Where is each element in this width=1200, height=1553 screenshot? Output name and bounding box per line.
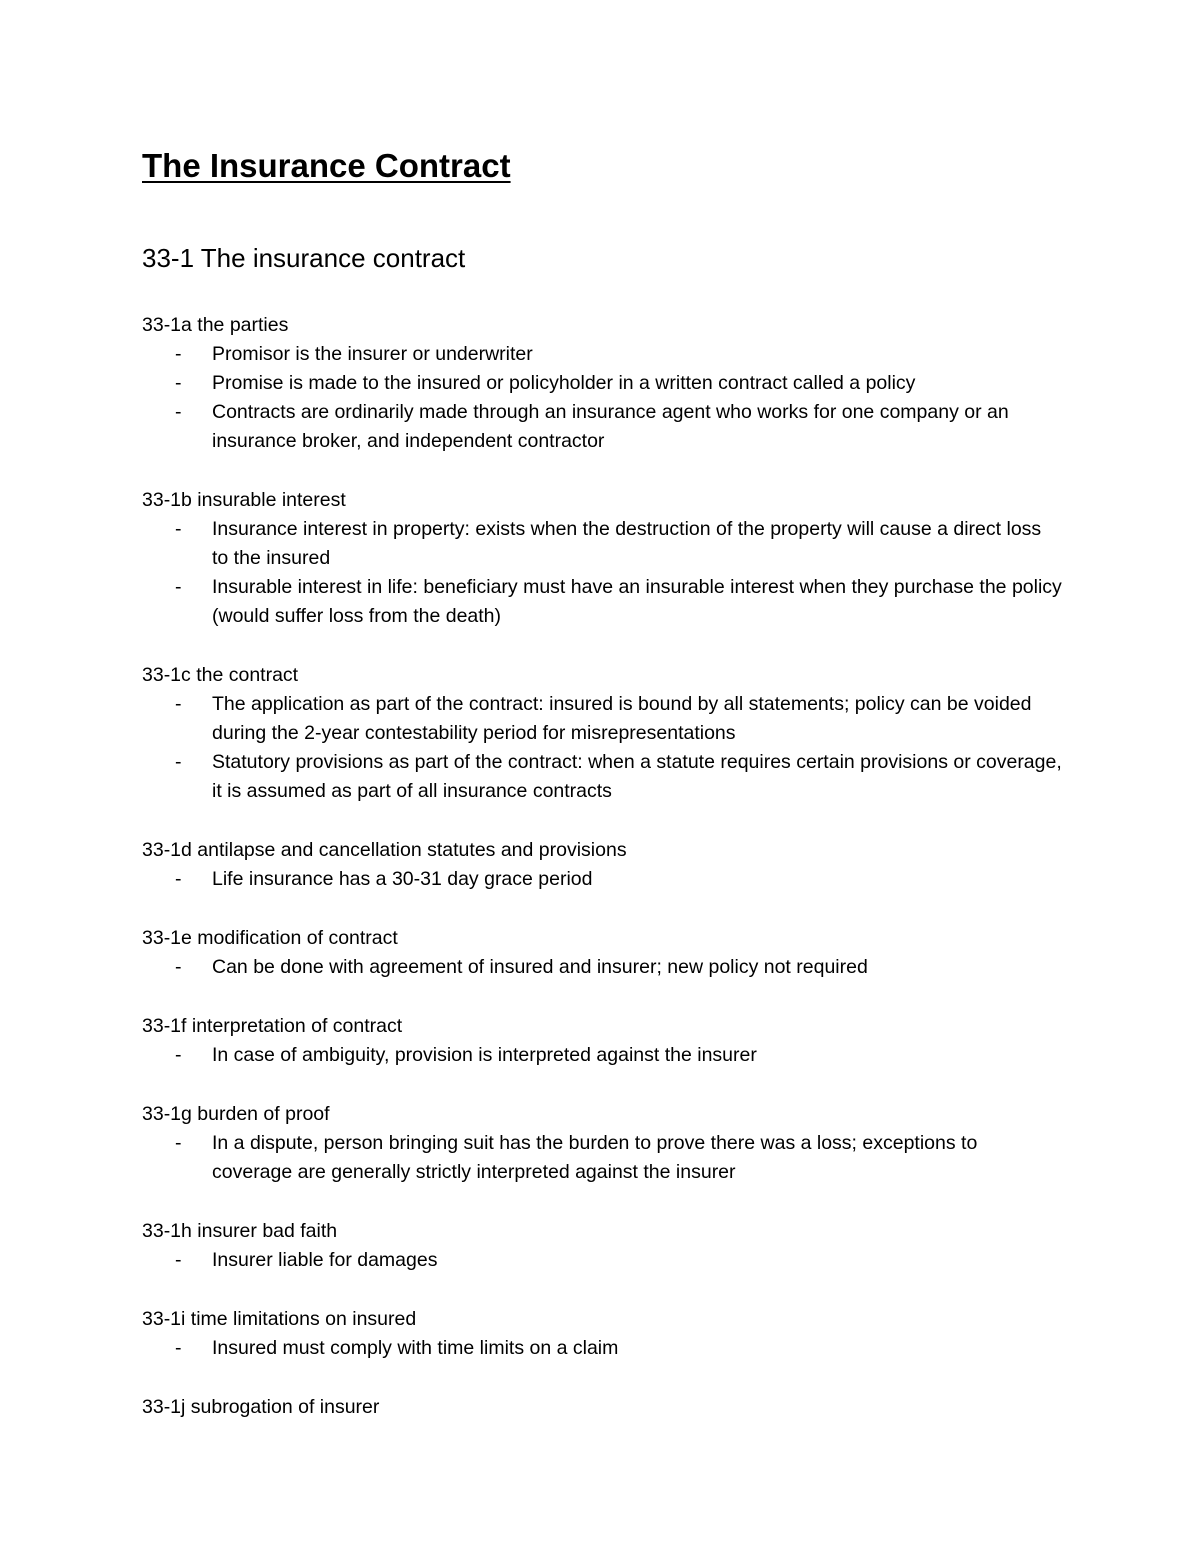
subsection-heading: 33-1g burden of proof <box>142 1103 330 1125</box>
bullet-list <box>142 865 1062 894</box>
bullet-list <box>142 690 1062 806</box>
bullet-list <box>142 1246 1062 1275</box>
bullet-text: In case of ambiguity, provision is interpreted against the insurer <box>212 1044 757 1066</box>
dash-bullet-marker: - <box>175 693 182 715</box>
bullet-text: Insured must comply with time limits on a claim <box>212 1337 619 1359</box>
subsection <box>142 1393 1062 1422</box>
subsection <box>142 486 1062 631</box>
bullet-item <box>142 1041 1062 1070</box>
subsection <box>142 311 1062 456</box>
bullet-list <box>142 953 1062 982</box>
bullet-list <box>142 1129 1062 1187</box>
bullet-item <box>142 690 1062 748</box>
bullet-item <box>142 515 1062 573</box>
bullet-item <box>142 573 1062 631</box>
bullet-text: Promisor is the insurer or underwriter <box>212 343 533 365</box>
bullet-text: Insurable interest in life: beneficiary must have an insurable interest when they purchase the policy (would suffer loss from the death) <box>212 576 1062 627</box>
dash-bullet-marker: - <box>175 1337 182 1359</box>
dash-bullet-marker: - <box>175 751 182 773</box>
bullet-item <box>142 865 1062 894</box>
bullet-item <box>142 340 1062 369</box>
bullet-list <box>142 1334 1062 1363</box>
subsection-heading: 33-1d antilapse and cancellation statutes and provisions <box>142 839 627 861</box>
subsection <box>142 661 1062 806</box>
subsection <box>142 1100 1062 1187</box>
bullet-item <box>142 1246 1062 1275</box>
subsection-heading: 33-1e modification of contract <box>142 927 398 949</box>
dash-bullet-marker: - <box>175 518 182 540</box>
subsection-heading: 33-1c the contract <box>142 664 299 686</box>
section-heading: 33-1 The insurance contract <box>142 243 466 273</box>
bullet-item <box>142 748 1062 806</box>
subsection-heading: 33-1h insurer bad faith <box>142 1220 338 1242</box>
subsection-heading: 33-1a the parties <box>142 314 289 336</box>
bullet-text: Can be done with agreement of insured and insurer; new policy not required <box>212 956 868 978</box>
dash-bullet-marker: - <box>175 401 182 423</box>
dash-bullet-marker: - <box>175 1249 182 1271</box>
bullet-text: Insurer liable for damages <box>212 1249 438 1271</box>
bullet-list <box>142 515 1062 631</box>
dash-bullet-marker: - <box>175 868 182 890</box>
subsection-heading: 33-1f interpretation of contract <box>142 1015 403 1037</box>
subsection <box>142 1217 1062 1275</box>
bullet-text: The application as part of the contract: insured is bound by all statements; policy can be voided during the 2-year contestability period for misrepresentations <box>212 693 1032 744</box>
bullet-text: In a dispute, person bringing suit has the burden to prove there was a loss; exceptions to coverage are generally strictly interpreted against the insurer <box>212 1132 978 1183</box>
bullet-text: Promise is made to the insured or policyholder in a written contract called a policy <box>212 372 916 394</box>
subsection <box>142 1305 1062 1363</box>
bullet-text: Statutory provisions as part of the contract: when a statute requires certain provisions or coverage, it is assumed as part of all insurance contracts <box>212 751 1062 802</box>
bullet-item <box>142 1334 1062 1363</box>
subsection-list <box>142 311 1062 1422</box>
bullet-list <box>142 1041 1062 1070</box>
dash-bullet-marker: - <box>175 1132 182 1154</box>
bullet-item <box>142 953 1062 982</box>
bullet-text: Life insurance has a 30-31 day grace period <box>212 868 593 890</box>
subsection <box>142 1012 1062 1070</box>
subsection <box>142 924 1062 982</box>
subsection-heading: 33-1b insurable interest <box>142 489 346 511</box>
bullet-item <box>142 1129 1062 1187</box>
document-title: The Insurance Contract <box>142 147 511 184</box>
bullet-text: Insurance interest in property: exists when the destruction of the property will cause a direct loss to the insured <box>212 518 1042 569</box>
dash-bullet-marker: - <box>175 576 182 598</box>
document-page <box>142 140 1062 1422</box>
bullet-text: Contracts are ordinarily made through an insurance agent who works for one company or an insurance broker, and independent contractor <box>212 401 1009 452</box>
subsection <box>142 836 1062 894</box>
subsection-heading: 33-1i time limitations on insured <box>142 1308 417 1330</box>
bullet-item <box>142 398 1062 456</box>
dash-bullet-marker: - <box>175 343 182 365</box>
subsection-heading: 33-1j subrogation of insurer <box>142 1396 380 1418</box>
dash-bullet-marker: - <box>175 1044 182 1066</box>
dash-bullet-marker: - <box>175 956 182 978</box>
bullet-item <box>142 369 1062 398</box>
dash-bullet-marker: - <box>175 372 182 394</box>
bullet-list <box>142 340 1062 456</box>
